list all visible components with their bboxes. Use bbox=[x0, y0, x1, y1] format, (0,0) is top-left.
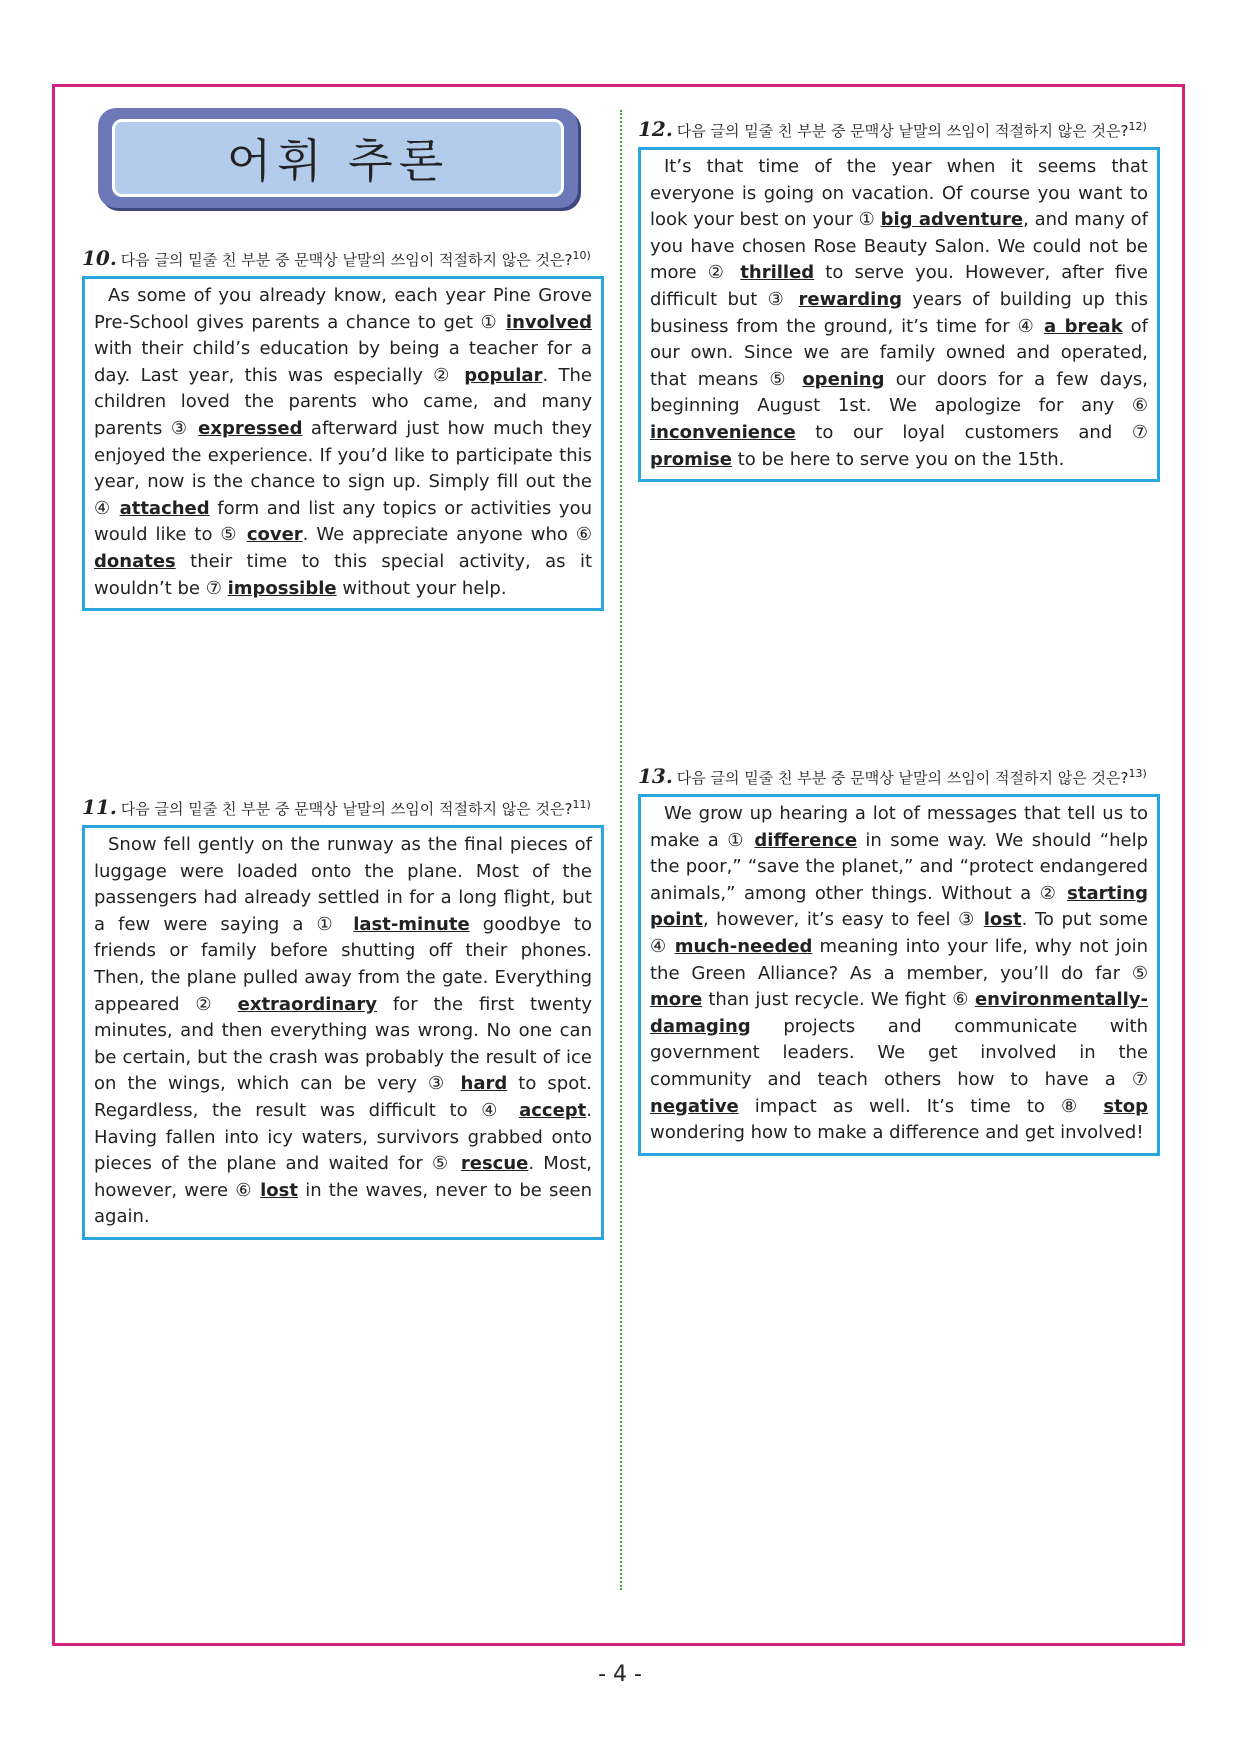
passage-text: to our loyal customers and ⑦ bbox=[795, 421, 1148, 443]
underlined-word-7: promise bbox=[650, 448, 732, 470]
question-11-passage bbox=[82, 825, 604, 1240]
underlined-word-7: negative bbox=[650, 1095, 739, 1117]
page-number: - 4 - bbox=[598, 1662, 642, 1687]
question-10-text: 다음 글의 밑줄 친 부분 중 문맥상 낱말의 쓰임이 적절하지 않은 것은? bbox=[120, 251, 573, 269]
underlined-word-4: much-needed bbox=[674, 935, 813, 957]
question-11 bbox=[82, 795, 604, 1240]
underlined-word-2: popular bbox=[464, 364, 543, 386]
passage-text: their time to this special activity, as it wouldn’t be ⑦ bbox=[94, 550, 592, 599]
underlined-word-5: more bbox=[650, 989, 703, 1011]
question-12-prompt bbox=[638, 117, 1160, 141]
passage-text: with their child’s education by being a teacher for a day. Last year, this was especially ② bbox=[94, 338, 592, 386]
question-12-number: 12. bbox=[638, 117, 673, 141]
passage-text: impact as well. It’s time to ⑧ bbox=[738, 1095, 1104, 1117]
section-title-badge bbox=[98, 108, 578, 208]
question-12 bbox=[638, 117, 1160, 482]
underlined-word-3: rewarding bbox=[798, 288, 903, 310]
section-title-panel bbox=[112, 119, 564, 197]
underlined-word-1: involved bbox=[505, 311, 592, 333]
passage-text: form and list any topics or activities you would like to ⑤ bbox=[94, 497, 592, 546]
passage-text: meaning into your life, why not join the Green Alliance? As a member, you’ll do far ⑤ bbox=[650, 935, 1148, 984]
passage-text: . We appreciate anyone who ⑥ bbox=[302, 524, 592, 546]
passage-text: in some way. We should “help the poor,” “save the planet,” and “protect endangered animals,” among other things. Without a ② bbox=[650, 829, 1148, 904]
underlined-word-2: thrilled bbox=[740, 262, 815, 284]
column-divider bbox=[620, 110, 622, 1590]
question-11-number: 11. bbox=[82, 795, 117, 819]
underlined-word-1: last-minute bbox=[353, 913, 470, 935]
passage-text: than just recycle. We fight ⑥ bbox=[702, 989, 975, 1011]
passage-text: Snow fell gently on the runway as the final pieces of luggage were loaded onto the plane. Most of the passengers had already settled in for a long flight, but a few were saying a ① bbox=[94, 834, 592, 935]
question-11-text: 다음 글의 밑줄 친 부분 중 문맥상 낱말의 쓰임이 적절하지 않은 것은? bbox=[120, 800, 573, 818]
section-title: 어휘 추론 bbox=[226, 134, 450, 188]
passage-text: . Having fallen into icy waters, survivors grabbed onto pieces of the plane and waited for ⑤ bbox=[94, 1099, 592, 1175]
underlined-word-6: lost bbox=[260, 1179, 298, 1201]
passage-text: afterward just how much they enjoyed the experience. If you’d like to participate this year, now is the chance to sign up. Simply fill out the ④ bbox=[94, 417, 592, 519]
underlined-word-1: big adventure bbox=[880, 209, 1024, 231]
underlined-word-1: difference bbox=[754, 829, 858, 851]
passage-text: without your help. bbox=[336, 577, 507, 599]
question-13-number: 13. bbox=[638, 764, 673, 788]
underlined-word-3: hard bbox=[460, 1073, 508, 1095]
question-10-prompt bbox=[82, 246, 604, 270]
passage-text: . To put some ④ bbox=[650, 909, 1148, 957]
question-10-passage bbox=[82, 276, 604, 611]
question-12-footnote-ref: 12) bbox=[1128, 120, 1147, 133]
underlined-word-4: accept bbox=[519, 1099, 587, 1121]
underlined-word-7: impossible bbox=[227, 577, 337, 599]
question-11-footnote-ref: 11) bbox=[572, 798, 591, 811]
question-10-footnote-ref: 10) bbox=[572, 249, 591, 262]
underlined-word-2: extraordinary bbox=[237, 993, 377, 1015]
underlined-word-5: rescue bbox=[460, 1153, 529, 1175]
underlined-word-5: opening bbox=[802, 368, 885, 390]
underlined-word-4: a break bbox=[1043, 315, 1123, 337]
underlined-word-6: donates bbox=[94, 550, 176, 572]
underlined-word-4: attached bbox=[119, 497, 210, 519]
underlined-word-3: expressed bbox=[198, 417, 303, 439]
passage-text: As some of you already know, each year Pine Grove Pre-School gives parents a chance to get ① bbox=[94, 285, 592, 333]
question-10-number: 10. bbox=[82, 246, 117, 270]
passage-text: to be here to serve you on the 15th. bbox=[731, 448, 1065, 470]
passage-text: goodbye to friends or family before shutting off their phones. Then, the plane pulled away from the gate. Everything appeared ② bbox=[94, 913, 592, 1015]
underlined-word-6: environmentally-damaging bbox=[650, 989, 1148, 1037]
passage-text: in the waves, never to be seen again. bbox=[94, 1179, 592, 1228]
passage-text: It’s that time of the year when it seems that everyone is going on vacation. Of course you want to look your best on your ① bbox=[650, 156, 1148, 231]
passage-text: to spot. Regardless, the result was difficult to ④ bbox=[94, 1073, 593, 1121]
question-10 bbox=[82, 246, 604, 611]
question-13-text: 다음 글의 밑줄 친 부분 중 문맥상 낱말의 쓰임이 적절하지 않은 것은? bbox=[676, 769, 1129, 787]
passage-text: for the first twenty minutes, and then everything was wrong. No one can be certain, but the crash was probably the result of ice on the wings, which can be very ③ bbox=[94, 993, 592, 1095]
underlined-word-5: cover bbox=[246, 524, 303, 546]
passage-text: We grow up hearing a lot of messages that tell us to make a ① bbox=[650, 803, 1148, 851]
passage-text: . Most, however, were ⑥ bbox=[94, 1153, 592, 1201]
underlined-word-3: lost bbox=[983, 909, 1022, 931]
passage-text: our doors for a few days, beginning August 1st. We apologize for any ⑥ bbox=[650, 368, 1148, 417]
passage-text: of our own. Since we are family owned and operated, that means ⑤ bbox=[650, 315, 1148, 390]
underlined-word-8: stop bbox=[1103, 1095, 1148, 1117]
question-11-prompt bbox=[82, 795, 604, 819]
passage-text: . The children loved the parents who came, and many parents ③ bbox=[94, 364, 592, 439]
question-12-text: 다음 글의 밑줄 친 부분 중 문맥상 낱말의 쓰임이 적절하지 않은 것은? bbox=[676, 122, 1129, 140]
passage-text: , and many of you have chosen Rose Beauty Salon. We could not be more ② bbox=[650, 209, 1148, 284]
underlined-word-6: inconvenience bbox=[650, 421, 796, 443]
question-13 bbox=[638, 764, 1160, 1156]
question-13-prompt bbox=[638, 764, 1160, 788]
passage-text: projects and communicate with government leaders. We get involved in the community and teach others how to have a ⑦ bbox=[650, 1015, 1148, 1090]
passage-text: , however, it’s easy to feel ③ bbox=[702, 909, 984, 931]
question-12-passage bbox=[638, 147, 1160, 482]
passage-text: to serve you. However, after five difficult but ③ bbox=[650, 262, 1148, 310]
underlined-word-2: starting point bbox=[650, 882, 1148, 931]
question-13-footnote-ref: 13) bbox=[1128, 767, 1147, 780]
question-13-passage bbox=[638, 794, 1160, 1156]
passage-text: wondering how to make a difference and get involved! bbox=[650, 1122, 1144, 1144]
passage-text: years of building up this business from the ground, it’s time for ④ bbox=[650, 288, 1148, 337]
